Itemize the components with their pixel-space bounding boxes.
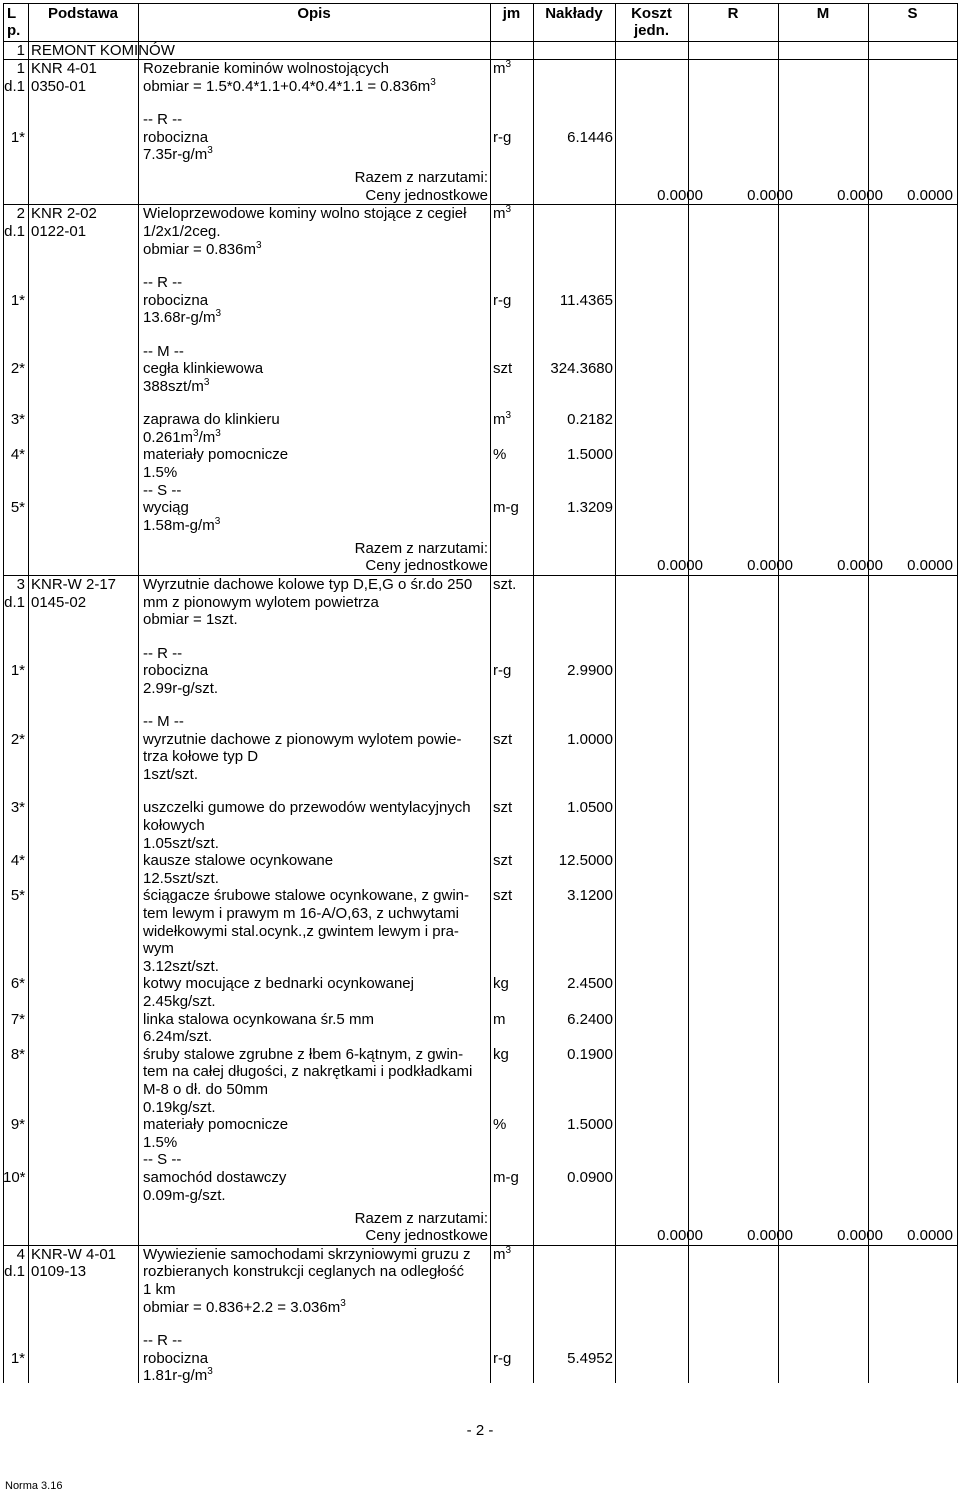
resource-quantity: 2.4500	[567, 975, 613, 993]
resource-quantity: 3.1200	[567, 887, 613, 905]
header-opis: Opis	[297, 5, 331, 22]
resource-name: materiały pomocnicze	[143, 1116, 289, 1134]
position-unit: $m^3$	[493, 1244, 512, 1263]
unit-price-value: 0.0000	[747, 1227, 793, 1245]
resource-quantity: 1.3209	[567, 499, 613, 517]
position-description: obmiar = $0.836+2.2 = 3.036m^3$	[143, 1297, 346, 1316]
resource-name: robocizna	[143, 662, 209, 680]
resource-number: 4*	[10, 852, 25, 870]
resource-unit: r-g	[493, 662, 512, 680]
resource-group-label: -- S --	[143, 481, 182, 499]
resource-name: śruby stalowe zgrubne z łbem 6-kątnym, z gwin-	[143, 1045, 464, 1063]
resource-norm: 12.5szt/szt.	[143, 869, 219, 887]
position-number: 1	[16, 60, 25, 77]
unit-price-value: 0.0000	[657, 186, 703, 204]
resource-norm: 2.45kg/szt.	[143, 993, 216, 1011]
resource-name: widełkowymi stal.ocynk.,z gwintem lewym i pra-	[143, 922, 459, 940]
resource-group-label: -- R --	[143, 111, 183, 129]
position-basis-code: 0350-01	[31, 77, 87, 95]
position-subnumber: d.1	[4, 1263, 25, 1281]
header-s: S	[907, 5, 918, 22]
resource-quantity: 12.5000	[558, 852, 613, 870]
resource-number: 3*	[10, 411, 25, 429]
header-koszt: Koszt	[631, 5, 672, 22]
unit-price-value: 0.0000	[657, 557, 703, 575]
column-divider	[490, 3, 491, 1383]
position-description: obmiar = 1szt.	[143, 611, 238, 629]
resource-number: 1*	[10, 662, 25, 680]
resource-name: tem lewym i prawym m 16-A/O,63, z uchwytami	[143, 905, 459, 923]
resource-norm: 0.19kg/szt.	[143, 1098, 216, 1116]
resource-norm: 1.5%	[143, 1133, 178, 1151]
column-divider	[138, 3, 139, 1383]
resource-name: kausze stalowe ocynkowane	[143, 852, 334, 870]
position-description: mm z pionowym wylotem powietrza	[143, 593, 379, 611]
position-unit: $m^3$	[493, 204, 512, 223]
header-r: R	[727, 5, 739, 22]
position-number: 2	[16, 205, 25, 223]
resource-quantity: 6.2400	[567, 1010, 613, 1028]
resource-number: 1*	[10, 291, 25, 309]
resource-unit: r-g	[493, 291, 512, 309]
header-m: M	[816, 5, 830, 22]
resource-quantity: 1.0500	[567, 799, 613, 817]
resource-quantity: 2.9900	[567, 662, 613, 680]
unit-price-value: 0.0000	[747, 557, 793, 575]
resource-name: linka stalowa ocynkowana śr.5 mm	[143, 1010, 374, 1028]
resource-number: 5*	[10, 499, 25, 517]
resource-norm: 1.05szt/szt.	[143, 834, 219, 852]
position-unit: szt.	[493, 575, 517, 593]
resource-quantity: 1.0000	[567, 730, 613, 748]
resource-name: M-8 o dł. do 50mm	[143, 1081, 269, 1099]
position-description: obmiar = $0.836m^3$	[143, 239, 262, 258]
resource-unit: %	[493, 446, 507, 464]
resource-norm: $0.261m^3/m^3$	[143, 427, 221, 446]
resource-number: 3*	[10, 799, 25, 817]
position-subnumber: d.1	[4, 593, 25, 611]
resource-norm: 0.09m-g/szt.	[143, 1186, 226, 1204]
resource-quantity: 0.2182	[567, 411, 613, 429]
resource-number: 1*	[10, 128, 25, 146]
resource-number: 9*	[10, 1116, 25, 1134]
resource-group-label: -- M --	[143, 713, 184, 731]
unit-prices-label: Ceny jednostkowe	[365, 1227, 488, 1245]
resource-unit: szt	[493, 360, 513, 378]
position-description: obmiar = $1.5*0.4*1.1+0.4*0.4*1.1 = 0.836m^3$	[143, 76, 436, 95]
resource-norm: 1.5%	[143, 464, 178, 482]
resource-norm: $388szt/m^3$	[143, 376, 210, 395]
resource-quantity: 324.3680	[550, 360, 613, 378]
resource-norm: $1.81r-g/m^3$	[143, 1366, 213, 1385]
resource-norm: 1szt/szt.	[143, 766, 199, 783]
resource-quantity: 0.0900	[567, 1169, 613, 1187]
resource-name: robocizna	[143, 291, 209, 309]
position-basis-code: 0122-01	[31, 222, 87, 240]
resource-norm: $1.58m-g/m^3$	[143, 515, 221, 534]
unit-price-value: 0.0000	[907, 557, 953, 575]
resource-name: wyrzutnie dachowe z pionowym wylotem powie-	[143, 730, 462, 748]
section-title: REMONT KOMINÓW	[31, 42, 175, 59]
resource-unit: $m^3$	[493, 410, 512, 429]
resource-number: 8*	[10, 1045, 25, 1063]
resource-norm: 3.12szt/szt.	[143, 957, 219, 975]
resource-name: materiały pomocnicze	[143, 446, 289, 464]
resource-group-label: -- M --	[143, 342, 184, 360]
resource-group-label: -- R --	[143, 1331, 183, 1349]
header-podstawa: Podstawa	[47, 5, 119, 22]
resource-quantity: 0.1900	[567, 1045, 613, 1063]
resource-group-label: -- R --	[143, 644, 183, 662]
resource-group-label: -- S --	[143, 1151, 182, 1169]
totals-label: Razem z narzutami:	[354, 1209, 488, 1227]
unit-prices-label: Ceny jednostkowe	[365, 557, 488, 575]
software-version: Norma 3.16	[5, 1480, 63, 1492]
resource-number: 4*	[10, 446, 25, 464]
resource-name: trza kołowe typ D	[143, 748, 259, 766]
position-description: Wyrzutnie dachowe kolowe typ D,E,G o śr.do 250	[143, 575, 473, 593]
resource-unit: m	[493, 1010, 506, 1028]
resource-unit: szt	[493, 799, 513, 817]
column-divider	[957, 3, 958, 1383]
position-number: 4	[16, 1245, 25, 1263]
resource-name: samochód dostawczy	[143, 1169, 287, 1187]
resource-quantity: 1.5000	[567, 1116, 613, 1134]
position-basis: KNR-W 2-17	[31, 575, 117, 593]
unit-price-value: 0.0000	[907, 1227, 953, 1245]
page-number: - 2 -	[466, 1422, 494, 1439]
unit-price-value: 0.0000	[837, 557, 883, 575]
position-basis: KNR 2-02	[31, 205, 97, 223]
position-number: 3	[16, 575, 25, 593]
position-description: rozbieranych konstrukcji ceglanych na odległość	[143, 1263, 465, 1281]
resource-norm: $13.68r-g/m^3$	[143, 308, 222, 327]
resource-quantity: 1.5000	[567, 446, 613, 464]
resource-quantity: 11.4365	[559, 291, 613, 309]
unit-price-value: 0.0000	[657, 1227, 703, 1245]
position-basis: KNR 4-01	[31, 60, 97, 77]
table-top-border	[3, 3, 957, 4]
position-subnumber: d.1	[4, 77, 25, 95]
position-subnumber: d.1	[4, 222, 25, 240]
resource-number: 2*	[10, 360, 25, 378]
resource-unit: szt	[493, 730, 513, 748]
resource-name: ściągacze śrubowe stalowe ocynkowane, z gwin-	[143, 887, 469, 905]
header-koszt-jedn: jedn.	[633, 22, 669, 39]
header-lp-2: p.	[7, 22, 21, 39]
column-divider	[615, 3, 616, 1383]
position-basis: KNR-W 4-01	[31, 1245, 117, 1263]
resource-number: 1*	[10, 1349, 25, 1367]
unit-price-value: 0.0000	[747, 186, 793, 204]
resource-unit: kg	[493, 1045, 509, 1063]
unit-prices-label: Ceny jednostkowe	[365, 186, 488, 204]
resource-name: kotwy mocujące z bednarki ocynkowanej	[143, 975, 414, 993]
resource-norm: 6.24m/szt.	[143, 1028, 213, 1046]
resource-name: robocizna	[143, 128, 209, 146]
resource-quantity: 5.4952	[567, 1349, 613, 1367]
resource-number: 7*	[10, 1010, 25, 1028]
unit-price-value: 0.0000	[907, 186, 953, 204]
resource-number: 10*	[3, 1169, 26, 1187]
position-description: Wywiezienie samochodami skrzyniowymi gruzu z	[143, 1245, 471, 1263]
header-naklady: Nakłady	[545, 5, 603, 22]
position-description: 1/2x1/2ceg.	[143, 222, 221, 240]
column-divider	[28, 3, 29, 1383]
resource-unit: kg	[493, 975, 509, 993]
position-basis-code: 0109-13	[31, 1263, 87, 1281]
resource-unit: m-g	[493, 499, 519, 517]
resource-unit: %	[493, 1116, 507, 1134]
resource-unit: r-g	[493, 1349, 512, 1367]
column-divider	[688, 3, 689, 1383]
resource-unit: szt	[493, 852, 513, 870]
unit-price-value: 0.0000	[837, 186, 883, 204]
cost-table	[3, 3, 957, 1383]
header-lp-1: L	[7, 5, 17, 22]
position-description: 1 km	[143, 1280, 176, 1298]
totals-label: Razem z narzutami:	[354, 169, 488, 187]
resource-name: zaprawa do klinkieru	[143, 411, 280, 429]
resource-name: uszczelki gumowe do przewodów wentylacyjnych	[143, 799, 471, 817]
resource-name: wym	[143, 940, 174, 958]
resource-name: tem na całej długości, z nakrętkami i podkładkami	[143, 1063, 473, 1081]
resource-name: kołowych	[143, 817, 205, 835]
resource-name: cegła klinkiewowa	[143, 360, 264, 378]
resource-norm: 2.99r-g/szt.	[143, 679, 219, 697]
column-divider	[868, 3, 869, 1383]
resource-quantity: 6.1446	[567, 128, 613, 146]
section-number: 1	[16, 42, 25, 59]
position-description: Rozebranie kominów wolnostojących	[143, 60, 389, 77]
resource-unit: szt	[493, 887, 513, 905]
resource-name: robocizna	[143, 1349, 209, 1367]
resource-number: 2*	[10, 730, 25, 748]
position-description: Wieloprzewodowe kominy wolno stojące z cegieł	[143, 205, 467, 223]
totals-label: Razem z narzutami:	[354, 539, 488, 557]
resource-unit: m-g	[493, 1169, 519, 1187]
header-jm: jm	[502, 5, 521, 22]
resource-number: 5*	[10, 887, 25, 905]
column-divider	[778, 3, 779, 1383]
resource-name: wyciąg	[143, 499, 189, 517]
resource-number: 6*	[10, 975, 25, 993]
resource-group-label: -- R --	[143, 273, 183, 291]
unit-price-value: 0.0000	[837, 1227, 883, 1245]
resource-norm: $7.35r-g/m^3$	[143, 145, 213, 164]
position-unit: $m^3$	[493, 59, 512, 77]
position-basis-code: 0145-02	[31, 593, 87, 611]
resource-unit: r-g	[493, 128, 512, 146]
